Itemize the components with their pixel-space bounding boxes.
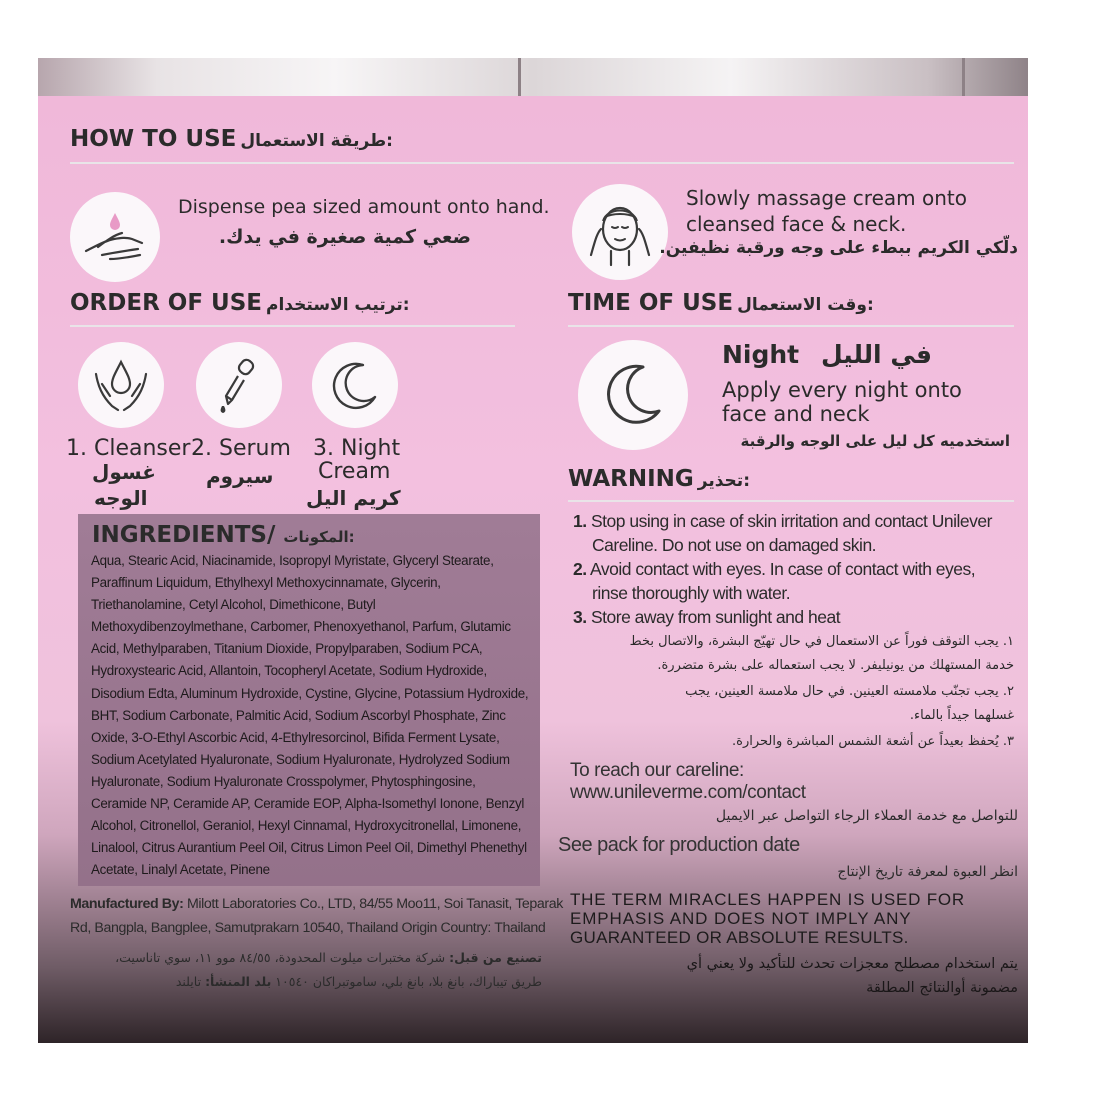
order-step-3-label-ar: كريم اليل (306, 486, 401, 510)
warning-text-1a: Stop using in case of skin irritation and contact Unilever (590, 511, 992, 531)
manufacturer-label: Manufactured By: (70, 896, 184, 912)
time-of-use-title: TIME OF USE (568, 290, 734, 316)
time-of-use-title-ar: وقت الاستعمال: (737, 295, 874, 315)
divider (568, 500, 1014, 502)
divider (70, 325, 515, 327)
disclaimer-line-1: THE TERM MIRACLES HAPPEN IS USED FOR (570, 890, 965, 909)
time-of-use-heading (568, 290, 874, 316)
step-face-text-1: Slowly massage cream onto (686, 186, 967, 210)
warning-item-1 (573, 511, 992, 532)
time-desc-1: Apply every night onto (722, 378, 962, 402)
warning-heading (568, 466, 750, 492)
divider (70, 162, 1014, 164)
order-step-1-label-ar: غسول (92, 460, 156, 484)
ingredients-list: Aqua, Stearic Acid, Niacinamide, Isopropyl Myristate, Glyceryl Stearate, Paraffinum Liquidum, Ethylhexyl Methoxycinnamate, Glycerin, Triethanolamine, Cetyl Alcohol, Dimethicone, Butyl Methoxydibenzoylmethane, Carbomer, Phenoxyethanol, Parfum, Glutamic Acid, Methylparaben, Titanium Dioxide, Propylparaben, Sodium PCA, Hydroxystearic Acid, Allantoin, Tocopheryl Acetate, Sodium Hydroxide, Disodium Edta, Aluminum Hydroxide, Cystine, Glycine, Potassium Hydroxide, BHT, Sodium Carbonate, Palmitic Acid, Sodium Ascorbyl Phosphate, Zinc Oxide, 3-O-Ethyl Ascorbic Acid, 4-Ethylresorcinol, Bifida Ferment Lysate, Sodium Acetylated Hyaluronate, Sodium Hyaluronate, Hydrolyzed Sodium Hyaluronate, Sodium Hyaluronate Crosspolymer, Phytosphingosine, Ceramide NP, Ceramide AP, Ceramide EOP, Alpha-Isomethyl Ionone, Benzyl Alcohol, Citronellol, Geraniol, Hexyl Cinnamal, Hydroxycitronellal, Limonene, Linalool, Citrus Aurantium Peel Oil, Citrus Limon Peel Oil, Dimethyl Phenethyl Acetate, Linalyl Acetate, Pinene (91, 553, 529, 878)
step-hand-text-ar: ضعي كمية صغيرة في يدك. (218, 226, 471, 248)
warning-text-1b: Careline. Do not use on damaged skin. (592, 535, 877, 555)
careline-link[interactable]: www.unileverme.com/contact (570, 782, 806, 803)
manufacturer-line-2: Rd, Bangpla, Bangplee, Samutprakarn 10540, Thailand Origin Country: Thailand (70, 920, 546, 936)
warning-ar-2b: غسلهما جيداً بالماء. (909, 708, 1014, 723)
warning-ar-2a: ٢. يجب تجنّب ملامسته العينين. في حال ملامسة العينين، يجب (685, 684, 1014, 699)
order-step-3-label: 3. Night (313, 436, 401, 461)
warning-ar-1b: خدمة المستهلك من يونيليفر. لا يجب استعماله على بشرة متضررة. (657, 658, 1014, 673)
warning-ar-1a: ١. يجب التوقف فوراً عن الاستعمال في حال تهيّج البشرة، والاتصال بخط (629, 634, 1014, 649)
order-of-use-title: ORDER OF USE (70, 290, 263, 316)
hand-drop-icon (70, 192, 160, 282)
order-step-3-label-2: Cream (318, 459, 391, 484)
step-hand-text: Dispense pea sized amount onto hand. (178, 196, 550, 218)
order-step-2-label-ar: سيروم (206, 464, 274, 488)
order-of-use-heading (70, 290, 410, 316)
warning-text-2b: rinse thoroughly with water. (592, 583, 791, 603)
step-face-text-ar: دلّكي الكريم ببطء على وجه ورقبة نظيفين. (659, 238, 1018, 258)
manufacturer-address-1: Milott Laboratories Co., LTD, 84/55 Moo11, Soi Tanasit, Teparak (186, 896, 563, 912)
time-desc-ar: استخدميه كل ليل على الوجه والرقبة (740, 432, 1010, 450)
warning-title-ar: تحذير: (697, 471, 751, 491)
step-face-text-2: cleansed face & neck. (686, 212, 907, 236)
night-moon-icon (312, 342, 398, 428)
manufacturer-ar-label: تصنيع من قبل: (449, 950, 542, 965)
manufacturer-ar-line-2 (70, 974, 542, 989)
how-to-use-heading (70, 126, 393, 152)
production-date-note: See pack for production date (558, 834, 800, 856)
warning-text-3a: Store away from sunlight and heat (590, 607, 841, 627)
time-desc-2: face and neck (722, 402, 870, 426)
warning-num-3: 3. (573, 607, 587, 627)
how-to-use-title-ar: طريقة الاستعمال: (240, 131, 393, 151)
careline-heading: To reach our careline: (570, 760, 744, 781)
warning-item-3 (573, 607, 840, 628)
warning-ar-3: ٣. يُحفظ بعيداً عن أشعة الشمس المباشرة والحرارة. (732, 734, 1014, 749)
ingredients-heading (92, 522, 355, 548)
night-label: Night (722, 340, 800, 369)
manufacturer-ar-address-2: طريق تيباراك، بانغ بلا، بانغ بلي، ساموتبراكان ١٠٥٤٠ (275, 974, 542, 989)
order-step-1-label: 1. Cleanser (66, 436, 191, 461)
face-massage-icon (572, 184, 668, 280)
night-label-ar: في الليل (820, 340, 932, 369)
careline-heading-ar: للتواصل مع خدمة العملاء الرجاء التواصل عبر الايميل (715, 808, 1018, 824)
cleanser-hands-icon (78, 342, 164, 428)
warning-title: WARNING (568, 466, 694, 492)
warning-item-2 (573, 559, 975, 580)
manufacturer-ar-line-1 (70, 950, 542, 965)
moon-icon (578, 340, 688, 450)
warning-num-1: 1. (573, 511, 587, 531)
disclaimer-ar-1: يتم استخدام مصطلح معجزات تحدث للتأكيد ولا يعني أي (686, 956, 1018, 972)
origin-label-ar: بلد المنشأ: (205, 974, 272, 989)
serum-dropper-icon (196, 342, 282, 428)
how-to-use-title: HOW TO USE (70, 126, 237, 152)
disclaimer-line-2: EMPHASIS AND DOES NOT IMPLY ANY (570, 909, 912, 928)
disclaimer-line-3: GUARANTEED OR ABSOLUTE RESULTS. (570, 928, 909, 947)
warning-num-2: 2. (573, 559, 587, 579)
manufacturer-ar-address-1: شركة مختبرات ميلوت المحدودة، ٨٤/٥٥ موو ١١، سوي تاناسيت، (115, 950, 446, 965)
manufacturer-line-1 (70, 896, 563, 912)
order-step-2-label: 2. Serum (191, 436, 291, 461)
warning-text-2a: Avoid contact with eyes. In case of contact with eyes, (590, 559, 976, 579)
origin-ar: تايلند (175, 974, 202, 989)
ingredients-title-ar: المكونات: (283, 528, 355, 546)
lid-seam (518, 58, 521, 96)
production-date-note-ar: انظر العبوة لمعرفة تاريخ الإنتاج (837, 864, 1018, 880)
ingredients-title: INGREDIENTS/ (92, 522, 276, 548)
order-of-use-title-ar: ترتيب الاستخدام: (266, 295, 410, 315)
lid-seam (962, 58, 965, 96)
order-step-1-label-ar-2: الوجه (94, 486, 148, 510)
divider (568, 325, 1014, 327)
disclaimer-ar-2: مضمونة أوالنتائج المطلقة (866, 980, 1018, 996)
pack-lid (38, 58, 1028, 96)
